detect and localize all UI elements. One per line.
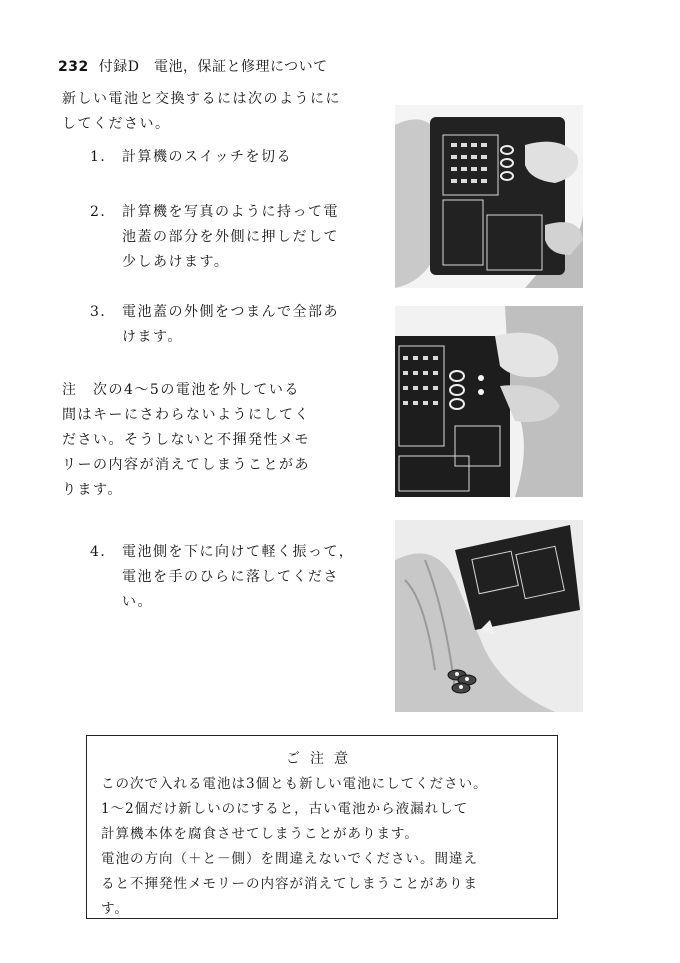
chapter-title: 付録D 電池，保証と修理について (98, 59, 328, 75)
photo-open-cover (395, 306, 583, 497)
caution-line: す。 (101, 901, 129, 917)
note-line: ださい。そうしないと不揮発性メモ (62, 432, 310, 448)
step-4 (90, 540, 354, 615)
step-text: 池蓋の部分を外側に押しだして (122, 229, 339, 245)
note-label: 注 (62, 382, 78, 398)
step-text: い。 (122, 594, 153, 610)
photo-hold-calculator (395, 105, 583, 288)
note-line: 次の4～5の電池を外している (93, 382, 300, 398)
caution-title: ご注意 (286, 751, 358, 767)
step-3 (90, 300, 339, 350)
step-text: 計算機のスイッチを切る (122, 149, 292, 165)
caution-line: この次で入れる電池は3個とも新しい電池にしてください。 (101, 776, 488, 792)
caution-body (101, 772, 488, 922)
note-line: リーの内容が消えてしまうことがあ (62, 457, 310, 473)
caution-line: ると不揮発性メモリーの内容が消えてしまうことがありま (101, 876, 478, 892)
caution-line: 計算機本体を腐食させてしまうことがあります。 (101, 826, 419, 842)
photo-3-image (395, 520, 583, 712)
running-header (58, 56, 328, 76)
note-line: 間はキーにさわらないようにしてく (62, 407, 310, 423)
step-text: 電池蓋の外側をつまんで全部あ (122, 304, 339, 320)
photo-drop-batteries (395, 520, 583, 712)
step-text: 計算機を写真のように持って電 (122, 204, 339, 220)
step-text: 電池を手のひらに落してくださ (122, 569, 339, 585)
caution-line: 1～2個だけ新しいのにすると，古い電池から液漏れして (101, 801, 469, 817)
page-number: 232 (58, 59, 89, 75)
intro-line: 新しい電池と交換するには次のようにに (62, 91, 341, 107)
step-number: 3． (90, 304, 116, 320)
intro-paragraph (62, 87, 341, 137)
step-1 (90, 145, 292, 170)
step-text: 電池側を下に向けて軽く振って， (122, 544, 355, 560)
note-paragraph (62, 378, 310, 503)
step-number: 2． (90, 204, 116, 220)
step-text: けます。 (122, 329, 183, 345)
step-text: 少しあけます。 (122, 254, 230, 270)
photo-1-image (395, 105, 583, 288)
step-number: 1． (90, 149, 116, 165)
photo-2-image (395, 306, 583, 497)
note-line: ります。 (62, 482, 123, 498)
step-number: 4． (90, 544, 116, 560)
caution-box (86, 735, 558, 919)
intro-line: してください。 (62, 116, 171, 132)
step-2 (90, 200, 339, 275)
caution-line: 電池の方向（＋と－側）を間違えないでください。間違え (101, 851, 478, 867)
